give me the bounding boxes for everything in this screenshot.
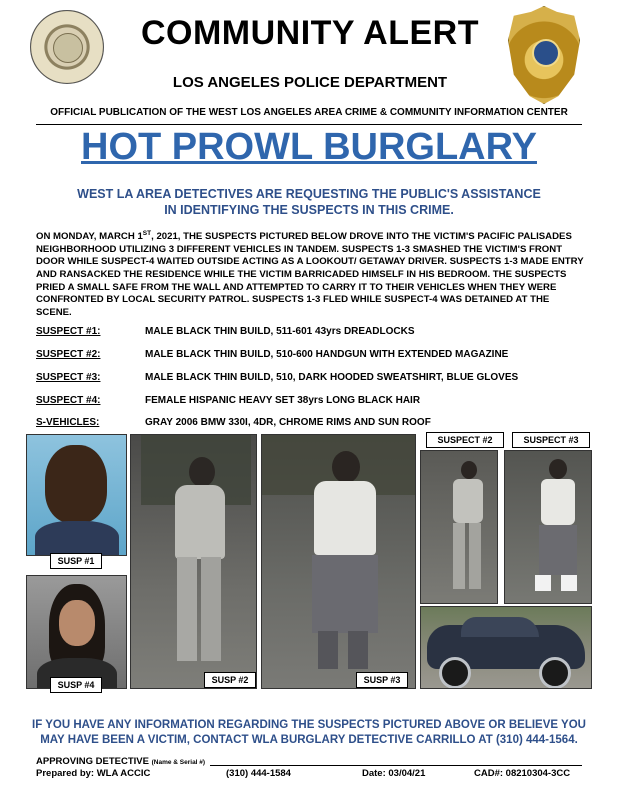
suspect1-mugshot: [26, 434, 127, 556]
suspect2-surveillance-photo: [130, 434, 257, 689]
signature-line: [210, 765, 582, 766]
suspect2-side-photo: [420, 450, 498, 604]
narrative-superscript: ST: [142, 230, 152, 237]
suspect-row: [36, 326, 584, 340]
suspect-row: [36, 395, 584, 409]
alert-title: COMMUNITY ALERT: [140, 14, 480, 52]
susp4-label: SUSP #4: [50, 677, 102, 693]
lapd-badge-icon: [508, 6, 580, 104]
susp1-label: SUSP #1: [50, 553, 102, 569]
approving-label: APPROVING DETECTIVE: [36, 756, 149, 767]
approving-detective: [36, 756, 205, 767]
narrative-date: ON MONDAY, MARCH 1: [36, 231, 143, 243]
suspect-label: SUSPECT #4:: [36, 395, 101, 406]
vehicle-row: [36, 417, 584, 431]
suspect2-photo-label: SUSPECT #2: [426, 432, 504, 448]
prepared-by: Prepared by: WLA ACCIC: [36, 768, 151, 779]
suspect3-photo-label: SUSPECT #3: [512, 432, 590, 448]
request-line-2: IN IDENTIFYING THE SUSPECTS IN THIS CRIME.: [164, 203, 454, 217]
suspect-row: [36, 372, 584, 386]
suspect-description: FEMALE HISPANIC HEAVY SET 38yrs LONG BLACK HAIR: [145, 395, 421, 406]
suspect-description: MALE BLACK THIN BUILD, 510, DARK HOODED SWEATSHIRT, BLUE GLOVES: [145, 372, 519, 383]
suspect-description: MALE BLACK THIN BUILD, 511-601 43yrs DREADLOCKS: [145, 326, 415, 337]
footer-row: [36, 768, 584, 782]
request-line-1: WEST LA AREA DETECTIVES ARE REQUESTING THE PUBLIC'S ASSISTANCE: [77, 187, 541, 201]
suspect-vehicle-photo: [420, 606, 592, 689]
headline: HOT PROWL BURGLARY: [81, 126, 537, 168]
narrative-text: , 2021, THE SUSPECTS PICTURED BELOW DROVE INTO THE VICTIM'S PACIFIC PALISADES NEIGHBORHOOD UTILIZING 3 DIFFERENT VEHICLES IN TANDEM. SUSPECTS 1-3 SMASHED THE VICTIM'S FRONT DOOR WHILE SUSPECT-4 WAITED OUTSIDE ACTING AS A LOOKOUT/ GETAWAY DRIVER. SUSPECTS 1-3 MADE ENTRY AND RANSACKED THE RESIDENCE WHILE THE VICTIM BARRICADED HIMSELF IN HIS BEDROOM. THE SUSPECTS PRIED A SMALL SAFE FROM THE WALL AND ATTEMPTED TO CARRY IT TO THEIR VEHICLES WHEN THEY WERE CONFRONTED BY LOCAL SECURITY PATROL. SUSPECTS 1-3 FLED WHILE SUSPECT-4 WAS DETAINED AT THE SCENE.: [36, 231, 584, 318]
department-name: LOS ANGELES POLICE DEPARTMENT: [172, 74, 448, 91]
vehicle-description: GRAY 2006 BMW 330I, 4DR, CHROME RIMS AND SUN ROOF: [145, 417, 431, 428]
contact-line-1: IF YOU HAVE ANY INFORMATION REGARDING THE SUSPECTS PICTURED ABOVE OR BELIEVE YOU: [32, 719, 586, 731]
suspect-label: SUSPECT #3:: [36, 372, 101, 383]
contact-line-2: MAY HAVE BEEN A VICTIM, CONTACT WLA BURGLARY DETECTIVE CARRILLO AT (310) 444-1564.: [40, 734, 578, 746]
suspect-label: SUSPECT #1:: [36, 326, 101, 337]
city-seal-icon: [30, 10, 104, 84]
suspect-description: MALE BLACK THIN BUILD, 510-600 HANDGUN WITH EXTENDED MAGAZINE: [145, 349, 509, 360]
divider: [36, 124, 582, 125]
narrative: [36, 228, 584, 319]
cad-number: CAD#: 08210304-3CC: [474, 768, 571, 779]
suspect3-side-photo: [504, 450, 592, 604]
vehicle-label: S-VEHICLES:: [36, 417, 100, 428]
assistance-request: [40, 186, 578, 218]
phone-number: (310) 444-1584: [226, 768, 291, 779]
suspect-label: SUSPECT #2:: [36, 349, 101, 360]
suspect3-surveillance-photo: [261, 434, 416, 689]
publish-date: Date: 03/04/21: [362, 768, 426, 779]
suspect-row: [36, 349, 584, 363]
susp2-label: SUSP #2: [204, 672, 256, 688]
approving-note: (Name & Serial #): [151, 759, 206, 766]
publication-line: OFFICIAL PUBLICATION OF THE WEST LOS ANGELES AREA CRIME & COMMUNITY INFORMATION CENTER: [50, 107, 568, 118]
susp3-label: SUSP #3: [356, 672, 408, 688]
contact-info: [30, 718, 588, 748]
suspect4-mugshot: [26, 575, 127, 689]
